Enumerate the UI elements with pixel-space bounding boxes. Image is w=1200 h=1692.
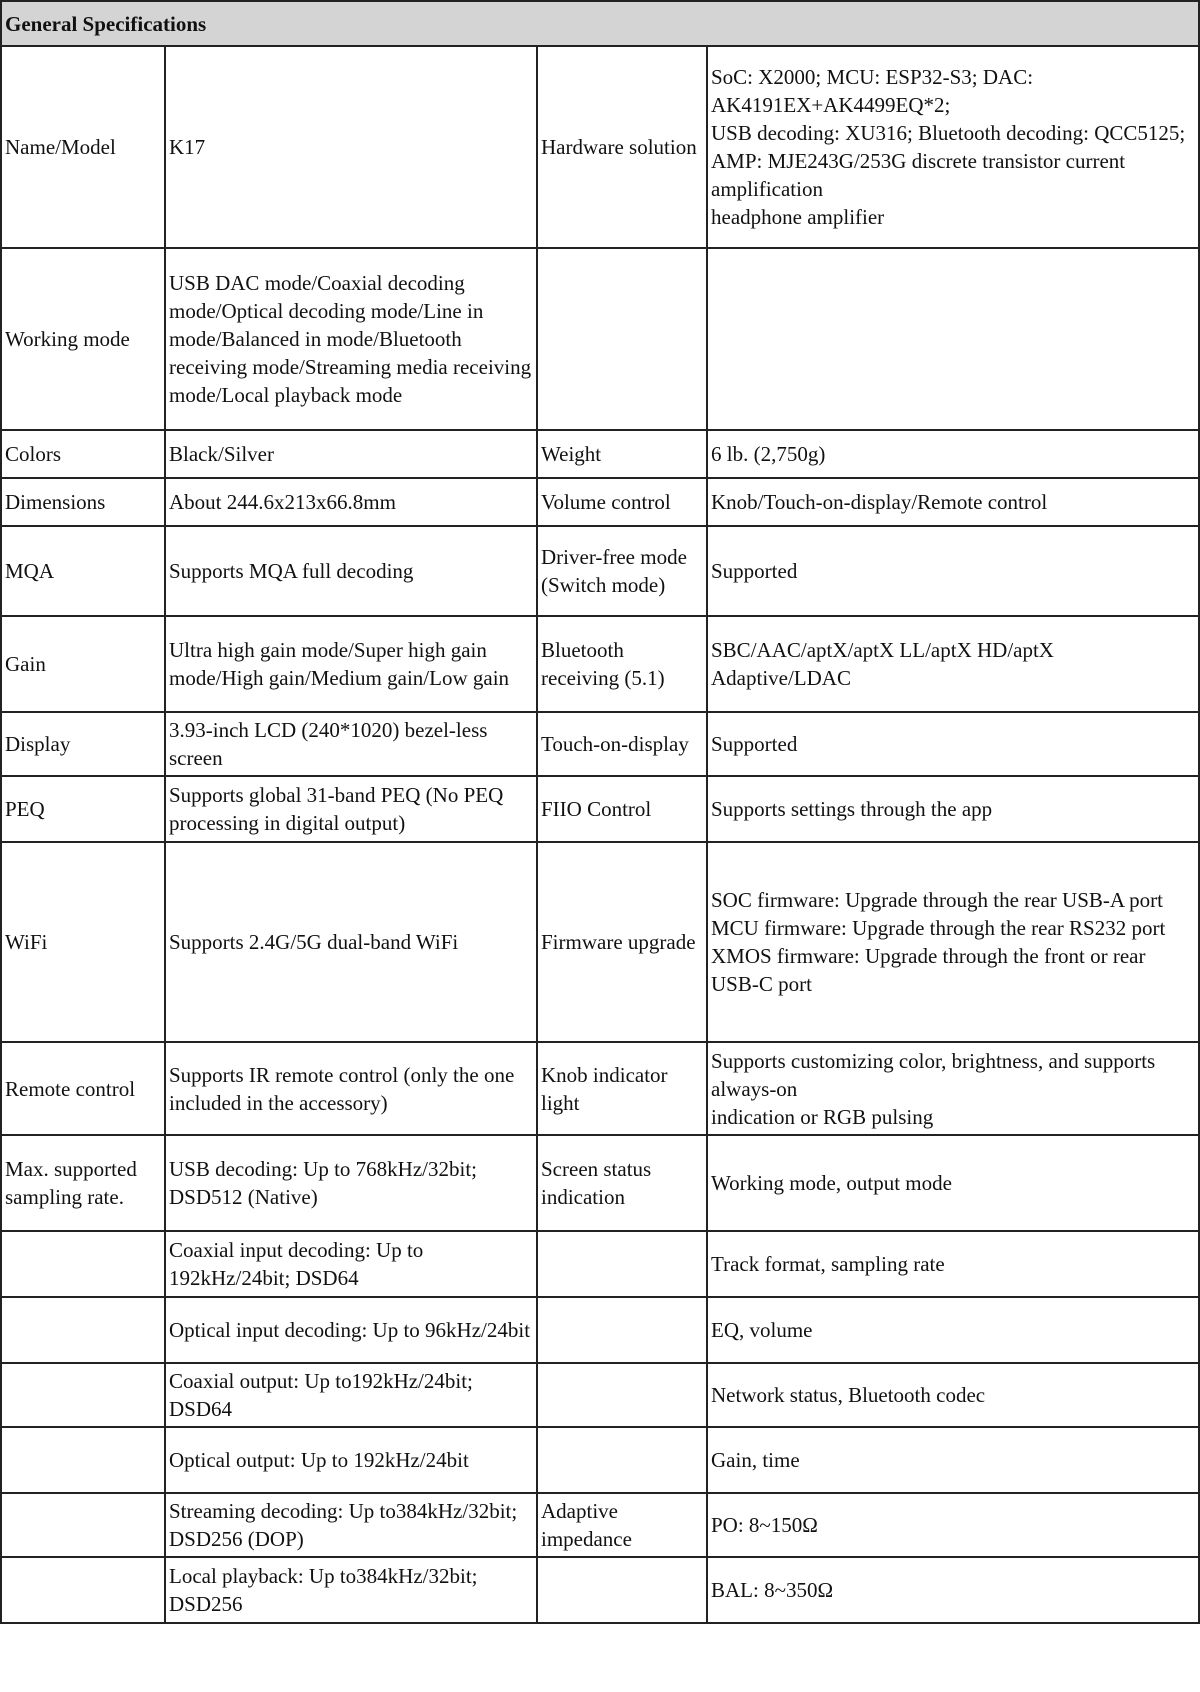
table-row xyxy=(1,776,1199,842)
spec-value-cell xyxy=(707,842,1199,1042)
spec-value-cell: Ultra high gain mode/Super high gain mode/High gain/Medium gain/Low gain xyxy=(165,616,537,712)
spec-value-line: Gain, time xyxy=(711,1448,800,1472)
spec-label-cell: Driver-free mode (Switch mode) xyxy=(537,526,707,616)
spec-value-line: MCU firmware: Upgrade through the rear RS232 port xyxy=(711,916,1166,940)
spec-label-cell xyxy=(1,1493,165,1557)
spec-label-cell xyxy=(537,1363,707,1427)
spec-value-line: indication or RGB pulsing xyxy=(711,1104,934,1129)
table-row xyxy=(1,430,1199,478)
spec-label-cell: Colors xyxy=(1,430,165,478)
spec-value-cell: Streaming decoding: Up to384kHz/32bit; DSD256 (DOP) xyxy=(165,1493,537,1557)
spec-value-cell xyxy=(707,776,1199,842)
spec-value-line: 6 lb. (2,750g) xyxy=(711,442,826,466)
spec-label-cell xyxy=(537,248,707,430)
table-row xyxy=(1,1557,1199,1623)
spec-label-cell: WiFi xyxy=(1,842,165,1042)
table-row xyxy=(1,842,1199,1042)
spec-value-line: USB decoding: XU316; Bluetooth decoding: QCC5125; xyxy=(711,121,1186,145)
spec-label-cell: MQA xyxy=(1,526,165,616)
table-row xyxy=(1,1363,1199,1427)
spec-value-line: EQ, volume xyxy=(711,1318,813,1342)
table-row xyxy=(1,1297,1199,1363)
spec-value-line: Supports settings through the app xyxy=(711,797,993,821)
table-row xyxy=(1,712,1199,776)
spec-value-cell: Supports IR remote control (only the one included in the accessory) xyxy=(165,1042,537,1135)
spec-label-cell: Bluetooth receiving (5.1) xyxy=(537,616,707,712)
spec-value-line: Network status, Bluetooth codec xyxy=(711,1383,986,1407)
table-row xyxy=(1,1135,1199,1231)
spec-value-cell: Coaxial output: Up to192kHz/24bit; DSD64 xyxy=(165,1363,537,1427)
spec-value-cell: Black/Silver xyxy=(165,430,537,478)
spec-value-line: Track format, sampling rate xyxy=(711,1252,945,1276)
spec-value-line: Knob/Touch-on-display/Remote control xyxy=(711,490,1048,514)
spec-label-cell: Screen status indication xyxy=(537,1135,707,1231)
spec-value-cell: USB DAC mode/Coaxial decoding mode/Optical decoding mode/Line in mode/Balanced in mode/Bluetooth receiving mode/Streaming media receiving mode/Local playback mode xyxy=(165,248,537,430)
spec-value-cell xyxy=(707,1297,1199,1363)
spec-value-cell xyxy=(707,1363,1199,1427)
spec-label-cell xyxy=(537,1297,707,1363)
spec-value-line: Supported xyxy=(711,559,798,583)
table-title: General Specifications xyxy=(1,1,1199,46)
table-row xyxy=(1,526,1199,616)
spec-label-cell: Weight xyxy=(537,430,707,478)
spec-value-cell xyxy=(707,712,1199,776)
spec-label-cell xyxy=(537,1427,707,1493)
spec-value-cell xyxy=(707,248,1199,430)
table-row xyxy=(1,1493,1199,1557)
spec-label-cell: Firmware upgrade xyxy=(537,842,707,1042)
table-row xyxy=(1,248,1199,430)
spec-value-cell xyxy=(707,1493,1199,1557)
spec-value-cell xyxy=(707,430,1199,478)
spec-value-line: PO: 8~150Ω xyxy=(711,1513,818,1537)
spec-value-line: AMP: MJE243G/253G discrete transistor current amplification xyxy=(711,149,1126,201)
table-row xyxy=(1,616,1199,712)
spec-label-cell: Adaptive impedance xyxy=(537,1493,707,1557)
spec-value-line: SoC: X2000; MCU: ESP32-S3; DAC: AK4191EX+AK4499EQ*2; xyxy=(711,65,1034,117)
spec-label-cell: Name/Model xyxy=(1,46,165,248)
spec-value-cell: Coaxial input decoding: Up to 192kHz/24bit; DSD64 xyxy=(165,1231,537,1297)
spec-label-cell: PEQ xyxy=(1,776,165,842)
spec-value-cell: K17 xyxy=(165,46,537,248)
spec-value-line: Working mode, output mode xyxy=(711,1171,952,1195)
spec-value-line: SOC firmware: Upgrade through the rear USB-A port xyxy=(711,888,1163,912)
table-row xyxy=(1,1427,1199,1493)
table-row xyxy=(1,1231,1199,1297)
spec-label-cell xyxy=(1,1427,165,1493)
table-header-row xyxy=(1,1,1199,46)
spec-value-cell xyxy=(707,1427,1199,1493)
spec-label-cell xyxy=(537,1231,707,1297)
spec-label-cell: Working mode xyxy=(1,248,165,430)
spec-label-cell: Knob indicator light xyxy=(537,1042,707,1135)
table-row xyxy=(1,1042,1199,1135)
spec-value-cell xyxy=(707,1231,1199,1297)
spec-value-cell xyxy=(707,1557,1199,1623)
spec-value-cell xyxy=(707,1135,1199,1231)
spec-value-line: BAL: 8~350Ω xyxy=(711,1578,834,1602)
table-row xyxy=(1,478,1199,526)
spec-value-line: Supports customizing color, brightness, and supports always-on xyxy=(711,1048,1156,1101)
spec-value-cell xyxy=(707,1042,1199,1135)
spec-label-cell xyxy=(537,1557,707,1623)
spec-label-cell: Volume control xyxy=(537,478,707,526)
spec-label-cell xyxy=(1,1363,165,1427)
spec-value-line: XMOS firmware: Upgrade through the front or rear USB-C port xyxy=(711,944,1146,996)
spec-value-cell xyxy=(707,526,1199,616)
spec-label-cell: Display xyxy=(1,712,165,776)
spec-value-cell: Local playback: Up to384kHz/32bit; DSD256 xyxy=(165,1557,537,1623)
spec-label-cell: FIIO Control xyxy=(537,776,707,842)
spec-label-cell: Gain xyxy=(1,616,165,712)
spec-value-cell: Optical output: Up to 192kHz/24bit xyxy=(165,1427,537,1493)
spec-value-line: Supported xyxy=(711,732,798,756)
spec-label-cell: Hardware solution xyxy=(537,46,707,248)
spec-value-cell: Supports global 31-band PEQ (No PEQ processing in digital output) xyxy=(165,776,537,842)
spec-value-cell: 3.93-inch LCD (240*1020) bezel-less screen xyxy=(165,712,537,776)
spec-label-cell: Dimensions xyxy=(1,478,165,526)
spec-label-cell xyxy=(1,1557,165,1623)
table-row xyxy=(1,46,1199,248)
spec-value-cell xyxy=(707,478,1199,526)
spec-value-cell: Supports 2.4G/5G dual-band WiFi xyxy=(165,842,537,1042)
spec-value-cell xyxy=(707,616,1199,712)
spec-value-line: SBC/AAC/aptX/aptX LL/aptX HD/aptX Adaptive/LDAC xyxy=(711,638,1054,690)
spec-value-cell xyxy=(707,46,1199,248)
spec-value-cell: Optical input decoding: Up to 96kHz/24bit xyxy=(165,1297,537,1363)
spec-value-cell: About 244.6x213x66.8mm xyxy=(165,478,537,526)
spec-label-cell xyxy=(1,1231,165,1297)
spec-value-cell: Supports MQA full decoding xyxy=(165,526,537,616)
spec-label-cell: Max. supported sampling rate. xyxy=(1,1135,165,1231)
spec-label-cell: Touch-on-display xyxy=(537,712,707,776)
spec-value-cell: USB decoding: Up to 768kHz/32bit; DSD512 (Native) xyxy=(165,1135,537,1231)
spec-label-cell xyxy=(1,1297,165,1363)
spec-label-cell: Remote control xyxy=(1,1042,165,1135)
spec-value-line: headphone amplifier xyxy=(711,205,885,229)
